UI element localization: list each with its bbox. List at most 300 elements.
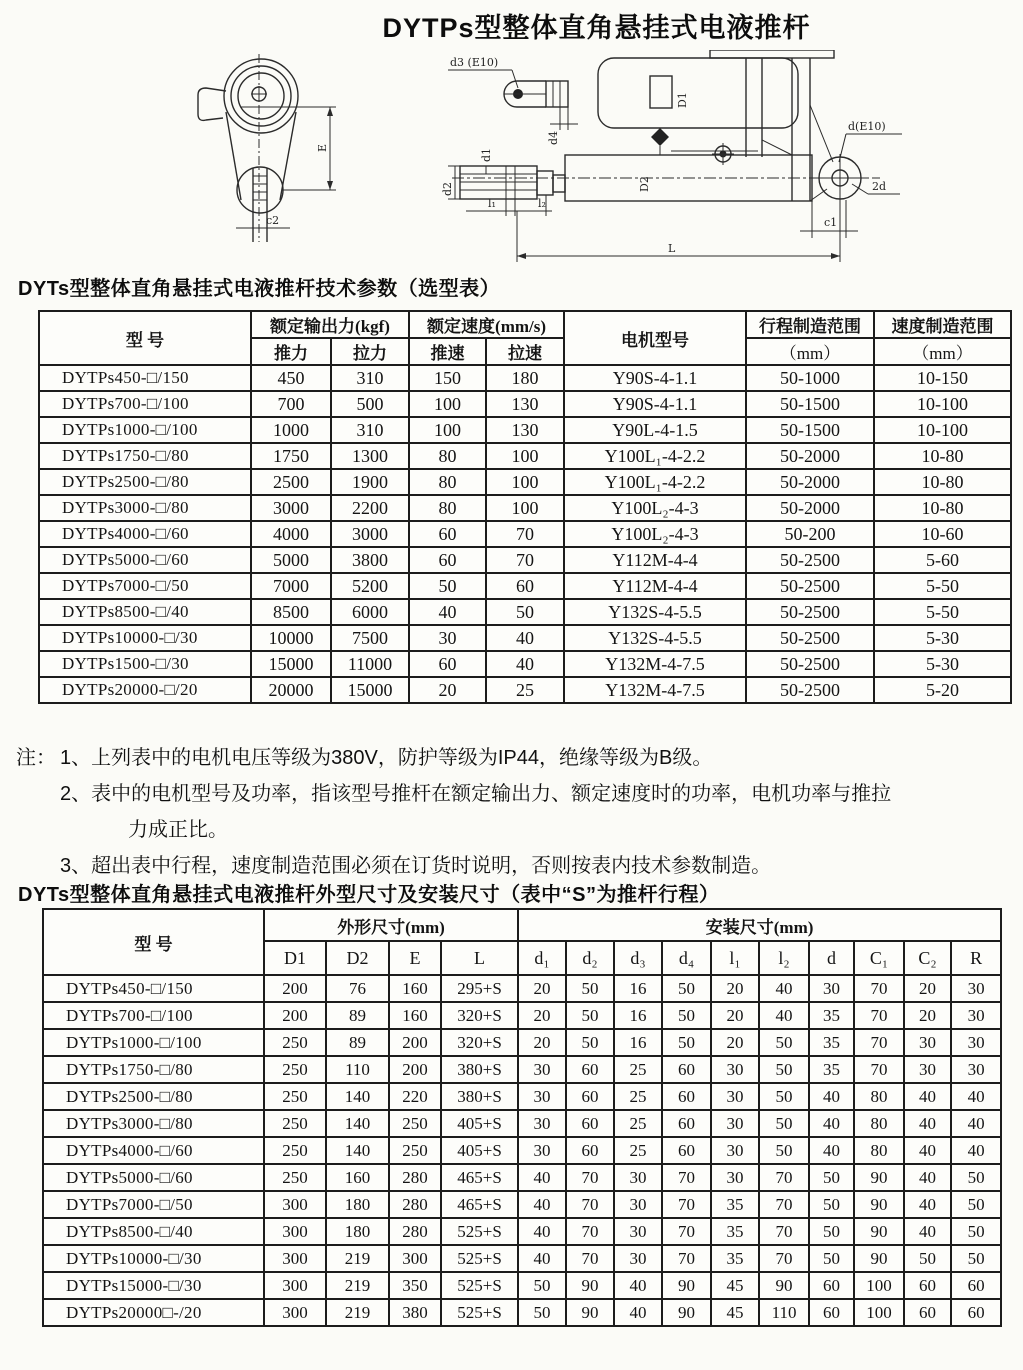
value-cell: 200 [389,1056,441,1083]
value-cell: 250 [264,1164,326,1191]
value-cell: 60 [409,547,486,573]
value-cell: 80 [854,1083,904,1110]
value-cell: 40 [951,1110,1001,1137]
value-cell: 30 [951,1056,1001,1083]
header-col-d: d [809,941,854,975]
value-cell: 40 [614,1272,662,1299]
value-cell: 90 [854,1245,904,1272]
value-cell: 5000 [251,547,331,573]
table-row [39,573,1011,599]
table-row [43,1056,1001,1083]
value-cell: 50 [809,1218,854,1245]
model-cell: DYTPs1000-□/100 [39,417,251,443]
value-cell: 5-30 [874,625,1011,651]
value-cell: Y112M-4-4 [564,547,746,573]
value-cell: 250 [264,1056,326,1083]
value-cell: 60 [809,1272,854,1299]
value-cell: 40 [759,1002,809,1029]
value-cell: 30 [614,1164,662,1191]
model-cell: DYTPs3000-□/80 [39,495,251,521]
model-cell: DYTPs20000□-/20 [43,1299,264,1326]
value-cell: 70 [566,1218,614,1245]
value-cell: 90 [759,1272,809,1299]
value-cell: 80 [409,495,486,521]
value-cell: 40 [518,1218,566,1245]
notes-label: 注： [16,747,56,769]
value-cell: 160 [326,1164,389,1191]
value-cell: 40 [409,599,486,625]
value-cell: 20 [518,1029,566,1056]
value-cell: 7000 [251,573,331,599]
value-cell: 100 [854,1299,904,1326]
value-cell: 76 [326,975,389,1002]
table-row [43,975,1001,1002]
value-cell: 40 [809,1083,854,1110]
value-cell: 60 [566,1137,614,1164]
header-col-d1: d₁ [518,941,566,975]
dim-label-2d: 2d [872,180,887,193]
technical-drawing [0,50,1023,272]
value-cell: 30 [711,1056,759,1083]
dimension-table-body [43,975,1001,1326]
value-cell: 40 [614,1299,662,1326]
value-cell: 10-80 [874,495,1011,521]
model-cell: DYTPs1500-□/30 [39,651,251,677]
table-row [43,1299,1001,1326]
value-cell: 45 [711,1272,759,1299]
value-cell: 1750 [251,443,331,469]
value-cell: 1900 [331,469,409,495]
dim-label-l1: l₁ [488,197,496,210]
value-cell: 70 [566,1245,614,1272]
dim-label-D1: D1 [676,92,689,108]
value-cell: 50 [566,1029,614,1056]
value-cell: 50-2000 [746,495,874,521]
value-cell: 160 [389,975,441,1002]
model-cell: DYTPs10000-□/30 [43,1245,264,1272]
value-cell: 350 [389,1272,441,1299]
value-cell: 300 [264,1272,326,1299]
value-cell: 20 [711,1002,759,1029]
value-cell: 15000 [251,651,331,677]
model-cell: DYTPs700-□/100 [39,391,251,417]
value-cell: 2500 [251,469,331,495]
value-cell: 525+S [441,1245,518,1272]
value-cell: 60 [662,1056,711,1083]
spec-table [38,310,1012,704]
value-cell: 70 [759,1164,809,1191]
value-cell: 10-100 [874,391,1011,417]
table-row [39,521,1011,547]
value-cell: 20 [518,1002,566,1029]
value-cell: 30 [614,1191,662,1218]
note-line-1 [16,740,1020,776]
value-cell: Y132M-4-7.5 [564,677,746,703]
value-cell: 50-1500 [746,417,874,443]
side-view-drawing [441,50,902,262]
value-cell: 60 [566,1083,614,1110]
value-cell: 70 [566,1164,614,1191]
value-cell: 10-80 [874,443,1011,469]
value-cell: 320+S [441,1029,518,1056]
value-cell: 50-2500 [746,625,874,651]
value-cell: 1300 [331,443,409,469]
value-cell: 60 [566,1110,614,1137]
value-cell: 5-50 [874,573,1011,599]
value-cell: 219 [326,1245,389,1272]
value-cell: 280 [389,1218,441,1245]
value-cell: 110 [326,1056,389,1083]
value-cell: 10-80 [874,469,1011,495]
value-cell: 10000 [251,625,331,651]
dim-label-L: L [668,242,676,255]
table-row [43,1137,1001,1164]
value-cell: 300 [389,1245,441,1272]
value-cell: 90 [854,1164,904,1191]
value-cell: 11000 [331,651,409,677]
value-cell: 25 [614,1137,662,1164]
value-cell: 20 [409,677,486,703]
dim-label-d3: d3 (E10) [450,56,499,69]
value-cell: 6000 [331,599,409,625]
header-col-C1: C₁ [854,941,904,975]
value-cell: 100 [486,443,564,469]
value-cell: 50-1500 [746,391,874,417]
value-cell: 20 [904,975,951,1002]
value-cell: 40 [518,1164,566,1191]
value-cell: 35 [711,1218,759,1245]
value-cell: 90 [662,1299,711,1326]
value-cell: 110 [759,1299,809,1326]
value-cell: 40 [951,1137,1001,1164]
value-cell: 50 [759,1083,809,1110]
table-row [39,625,1011,651]
value-cell: 100 [409,391,486,417]
value-cell: Y90L-4-1.5 [564,417,746,443]
value-cell: 40 [809,1137,854,1164]
note-line-3: 3、超出表中行程，速度制造范围必须在订货时说明，否则按表内技术参数制造。 [60,855,772,877]
value-cell: 300 [264,1245,326,1272]
value-cell: 180 [326,1218,389,1245]
value-cell: 90 [566,1272,614,1299]
value-cell: 20 [711,1029,759,1056]
model-cell: DYTPs8500-□/40 [39,599,251,625]
value-cell: Y112M-4-4 [564,573,746,599]
value-cell: 295+S [441,975,518,1002]
value-cell: 280 [389,1191,441,1218]
value-cell: 30 [518,1056,566,1083]
value-cell: 450 [251,365,331,391]
value-cell: 30 [518,1083,566,1110]
table-row [43,1191,1001,1218]
value-cell: 200 [264,975,326,1002]
dim-label-d4: d4 [547,130,560,145]
model-cell: DYTPs5000-□/60 [39,547,251,573]
value-cell: 30 [809,975,854,1002]
value-cell: 60 [566,1056,614,1083]
value-cell: 70 [566,1191,614,1218]
table-row [39,599,1011,625]
value-cell: Y132M-4-7.5 [564,651,746,677]
value-cell: 50-1000 [746,365,874,391]
value-cell: 20 [904,1002,951,1029]
header-model: 型 号 [43,909,264,975]
value-cell: 405+S [441,1137,518,1164]
value-cell: 35 [711,1245,759,1272]
model-cell: DYTPs4000-□/60 [43,1137,264,1164]
value-cell: 40 [486,651,564,677]
value-cell: 25 [614,1056,662,1083]
value-cell: 50 [809,1164,854,1191]
value-cell: 140 [326,1083,389,1110]
value-cell: 250 [264,1083,326,1110]
model-cell: DYTPs1000-□/100 [43,1029,264,1056]
value-cell: 70 [854,975,904,1002]
model-cell: DYTPs5000-□/60 [43,1164,264,1191]
value-cell: 30 [951,975,1001,1002]
value-cell: 80 [409,443,486,469]
value-cell: 35 [809,1002,854,1029]
table-row [39,391,1011,417]
value-cell: Y132S-4-5.5 [564,625,746,651]
model-cell: DYTPs7000-□/50 [43,1191,264,1218]
value-cell: 40 [904,1218,951,1245]
value-cell: 500 [331,391,409,417]
value-cell: 300 [264,1299,326,1326]
spec-section-heading: DYTs型整体直角悬挂式电液推杆技术参数（选型表） [18,278,501,300]
value-cell: 50 [518,1272,566,1299]
dim-header-row-1 [43,909,1001,941]
value-cell: 89 [326,1002,389,1029]
dim-label-d2: d2 [441,181,454,196]
value-cell: 40 [904,1137,951,1164]
value-cell: 40 [904,1083,951,1110]
value-cell: 30 [711,1137,759,1164]
value-cell: 250 [389,1110,441,1137]
note-1-text: 1、上列表中的电机电压等级为380V，防护等级为IP44，绝缘等级为B级。 [60,747,713,769]
value-cell: 60 [951,1299,1001,1326]
dim-label-dE10: d(E10) [848,120,886,133]
value-cell: 130 [486,417,564,443]
value-cell: 100 [486,469,564,495]
value-cell: 50 [759,1110,809,1137]
value-cell: 200 [264,1002,326,1029]
value-cell: 50-2000 [746,469,874,495]
value-cell: 465+S [441,1164,518,1191]
value-cell: 250 [389,1137,441,1164]
header-col-l2: l₂ [759,941,809,975]
value-cell: 70 [662,1164,711,1191]
value-cell: 7500 [331,625,409,651]
table-row [43,1218,1001,1245]
value-cell: 70 [759,1245,809,1272]
value-cell: 50 [409,573,486,599]
value-cell: 50 [951,1218,1001,1245]
value-cell: 20 [518,975,566,1002]
value-cell: 525+S [441,1218,518,1245]
value-cell: 30 [951,1029,1001,1056]
header-col-d4: d₄ [662,941,711,975]
value-cell: 15000 [331,677,409,703]
header-push-speed: 推速 [409,338,486,365]
value-cell: 70 [854,1056,904,1083]
value-cell: 60 [409,651,486,677]
header-pull-speed: 拉速 [486,338,564,365]
value-cell: 100 [854,1272,904,1299]
value-cell: 30 [904,1029,951,1056]
value-cell: 310 [331,365,409,391]
model-cell: DYTPs2500-□/80 [39,469,251,495]
dim-label-d1: d1 [480,147,493,162]
value-cell: 30 [711,1110,759,1137]
value-cell: 50 [809,1245,854,1272]
value-cell: 70 [854,1029,904,1056]
header-col-C2: C₂ [904,941,951,975]
header-col-d3: d₃ [614,941,662,975]
value-cell: 380+S [441,1083,518,1110]
value-cell: Y100L₁-4-2.2 [564,469,746,495]
value-cell: 50 [951,1164,1001,1191]
header-rated-speed: 额定速度(mm/s) [409,311,564,338]
value-cell: 90 [566,1299,614,1326]
value-cell: 160 [389,1002,441,1029]
value-cell: 525+S [441,1272,518,1299]
value-cell: 2200 [331,495,409,521]
value-cell: 250 [264,1137,326,1164]
model-cell: DYTPs8500-□/40 [43,1218,264,1245]
model-cell: DYTPs7000-□/50 [39,573,251,599]
value-cell: 70 [662,1245,711,1272]
value-cell: 10-60 [874,521,1011,547]
value-cell: 16 [614,1002,662,1029]
note-line-2b: 力成正比。 [128,819,228,841]
value-cell: 25 [614,1083,662,1110]
value-cell: Y100L₂-4-3 [564,495,746,521]
value-cell: 1000 [251,417,331,443]
table-row [39,547,1011,573]
value-cell: 60 [486,573,564,599]
value-cell: 140 [326,1110,389,1137]
dim-label-l2: l₂ [538,197,546,210]
value-cell: 180 [326,1191,389,1218]
header-model: 型 号 [39,311,251,365]
value-cell: 50-200 [746,521,874,547]
value-cell: 700 [251,391,331,417]
table-row [43,1164,1001,1191]
value-cell: 5-50 [874,599,1011,625]
value-cell: 30 [409,625,486,651]
value-cell: 250 [264,1029,326,1056]
table-row [43,1272,1001,1299]
value-cell: 30 [518,1110,566,1137]
value-cell: 10-100 [874,417,1011,443]
model-cell: DYTPs2500-□/80 [43,1083,264,1110]
table-row [39,677,1011,703]
dim-section-heading: DYTs型整体直角悬挂式电液推杆外型尺寸及安装尺寸（表中“S”为推杆行程） [18,884,720,906]
value-cell: 40 [951,1083,1001,1110]
value-cell: 219 [326,1299,389,1326]
dimension-table [42,908,1002,1327]
value-cell: 50 [904,1245,951,1272]
value-cell: 50 [951,1191,1001,1218]
header-col-R: R [951,941,1001,975]
value-cell: 100 [409,417,486,443]
value-cell: 30 [711,1083,759,1110]
dim-label-D2: D2 [638,176,651,192]
value-cell: 380 [389,1299,441,1326]
table-row [43,1002,1001,1029]
header-col-D2: D2 [326,941,389,975]
value-cell: 4000 [251,521,331,547]
value-cell: 40 [759,975,809,1002]
table-row [39,469,1011,495]
value-cell: 80 [409,469,486,495]
value-cell: 130 [486,391,564,417]
value-cell: 5-30 [874,651,1011,677]
value-cell: 25 [614,1110,662,1137]
value-cell: 3000 [251,495,331,521]
value-cell: 50 [566,1002,614,1029]
table-row [39,651,1011,677]
header-rated-force: 额定输出力(kgf) [251,311,409,338]
value-cell: 80 [854,1110,904,1137]
model-cell: DYTPs15000-□/30 [43,1272,264,1299]
value-cell: 30 [614,1245,662,1272]
header-col-d2: d₂ [566,941,614,975]
value-cell: 405+S [441,1110,518,1137]
value-cell: Y100L₂-4-3 [564,521,746,547]
value-cell: 35 [809,1029,854,1056]
model-cell: DYTPs1750-□/80 [43,1056,264,1083]
model-cell: DYTPs450-□/150 [39,365,251,391]
model-cell: DYTPs10000-□/30 [39,625,251,651]
value-cell: 50-2500 [746,599,874,625]
header-col-D1: D1 [264,941,326,975]
value-cell: 5-20 [874,677,1011,703]
value-cell: 60 [951,1272,1001,1299]
value-cell: 80 [854,1137,904,1164]
value-cell: 50 [486,599,564,625]
value-cell: 35 [809,1056,854,1083]
end-view-drawing [198,54,336,242]
notes [16,740,1020,884]
table-row [39,443,1011,469]
value-cell: 60 [904,1299,951,1326]
value-cell: 70 [759,1191,809,1218]
value-cell: 60 [409,521,486,547]
dim-label-c2: c2 [266,214,280,227]
value-cell: 280 [389,1164,441,1191]
value-cell: 50 [662,1029,711,1056]
value-cell: 3000 [331,521,409,547]
table-row [43,1110,1001,1137]
value-cell: 525+S [441,1299,518,1326]
model-cell: DYTPs1750-□/80 [39,443,251,469]
header-pull-force: 拉力 [331,338,409,365]
table-row [39,495,1011,521]
value-cell: 8500 [251,599,331,625]
header-col-E: E [389,941,441,975]
value-cell: 320+S [441,1002,518,1029]
value-cell: 30 [518,1137,566,1164]
value-cell: 60 [662,1137,711,1164]
value-cell: 5-60 [874,547,1011,573]
value-cell: 140 [326,1137,389,1164]
value-cell: 90 [854,1191,904,1218]
spec-table-body [39,365,1011,703]
header-install-group: 安装尺寸(mm) [518,909,1001,941]
value-cell: 50-2500 [746,651,874,677]
